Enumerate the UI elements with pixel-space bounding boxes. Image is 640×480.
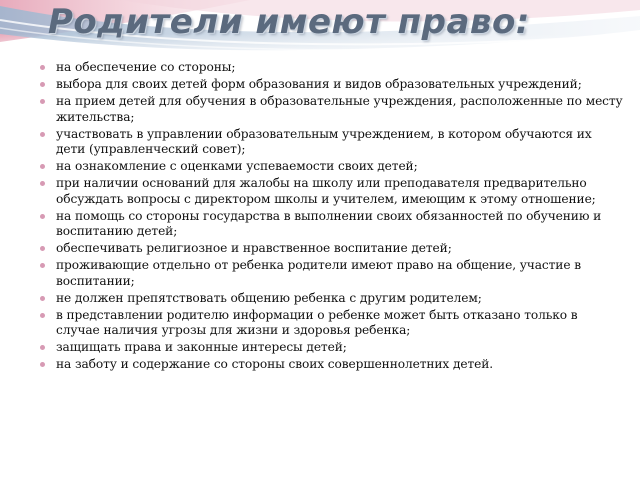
list-item-text: на помощь со стороны государства в выполнении своих обязанностей по обучению и воспитанию детей; — [56, 208, 602, 238]
list-item — [38, 159, 623, 175]
list-item — [38, 176, 623, 207]
list-item — [38, 209, 623, 240]
list-item — [38, 127, 623, 158]
list-item — [38, 94, 623, 125]
list-item — [38, 241, 623, 257]
bullet-icon — [40, 164, 45, 169]
bullet-icon — [40, 214, 45, 219]
bullet-icon — [40, 246, 45, 251]
list-item — [38, 308, 623, 339]
bullet-icon — [40, 263, 45, 268]
bullet-icon — [40, 296, 45, 301]
bullet-icon — [40, 65, 45, 70]
list-item — [38, 340, 623, 356]
slide-title: Родители имеют право: — [48, 2, 530, 42]
list-item — [38, 258, 623, 289]
bullet-icon — [40, 313, 45, 318]
list-item-text: на ознакомление с оценками успеваемости своих детей; — [56, 159, 418, 173]
list-item — [38, 291, 623, 307]
bullet-icon — [40, 82, 45, 87]
list-item — [38, 77, 623, 93]
list-item-text: защищать права и законные интересы детей; — [56, 340, 347, 354]
bullet-icon — [40, 345, 45, 350]
bullet-icon — [40, 99, 45, 104]
list-item — [38, 60, 623, 76]
list-item-text: на обеспечение со стороны; — [56, 60, 236, 74]
list-item-text: проживающие отдельно от ребенка родители имеют право на общение, участие в воспитании; — [56, 258, 581, 288]
list-item-text: не должен препятствовать общению ребенка с другим родителем; — [56, 290, 482, 305]
list-item-text: на заботу и содержание со стороны своих совершеннолетних детей. — [56, 357, 494, 371]
list-item-text: обеспечивать религиозное и нравственное воспитание детей; — [56, 241, 452, 255]
list-item-text: выбора для своих детей форм образования и видов образовательных учреждений; — [56, 77, 582, 91]
list-item — [38, 357, 623, 373]
rights-list — [38, 60, 623, 374]
list-item-text: участвовать в управлении образовательным учреждением, в котором обучаются их дети (управленческий совет); — [56, 126, 592, 156]
bullet-icon — [40, 181, 45, 186]
bullet-icon — [40, 132, 45, 137]
list-item-text: при наличии оснований для жалобы на школу или преподавателя предварительно обсуждать вопросы с директором школы и учителем, имеющим к этому отношение; — [56, 176, 596, 206]
bullet-icon — [40, 362, 45, 367]
list-item-text: в представлении родителю информации о ребенке может быть отказано только в случае наличия угрозы для жизни и здоровья ребенка; — [56, 307, 578, 337]
list-item-text: на прием детей для обучения в образовательные учреждения, расположенные по месту жительства; — [56, 94, 623, 124]
